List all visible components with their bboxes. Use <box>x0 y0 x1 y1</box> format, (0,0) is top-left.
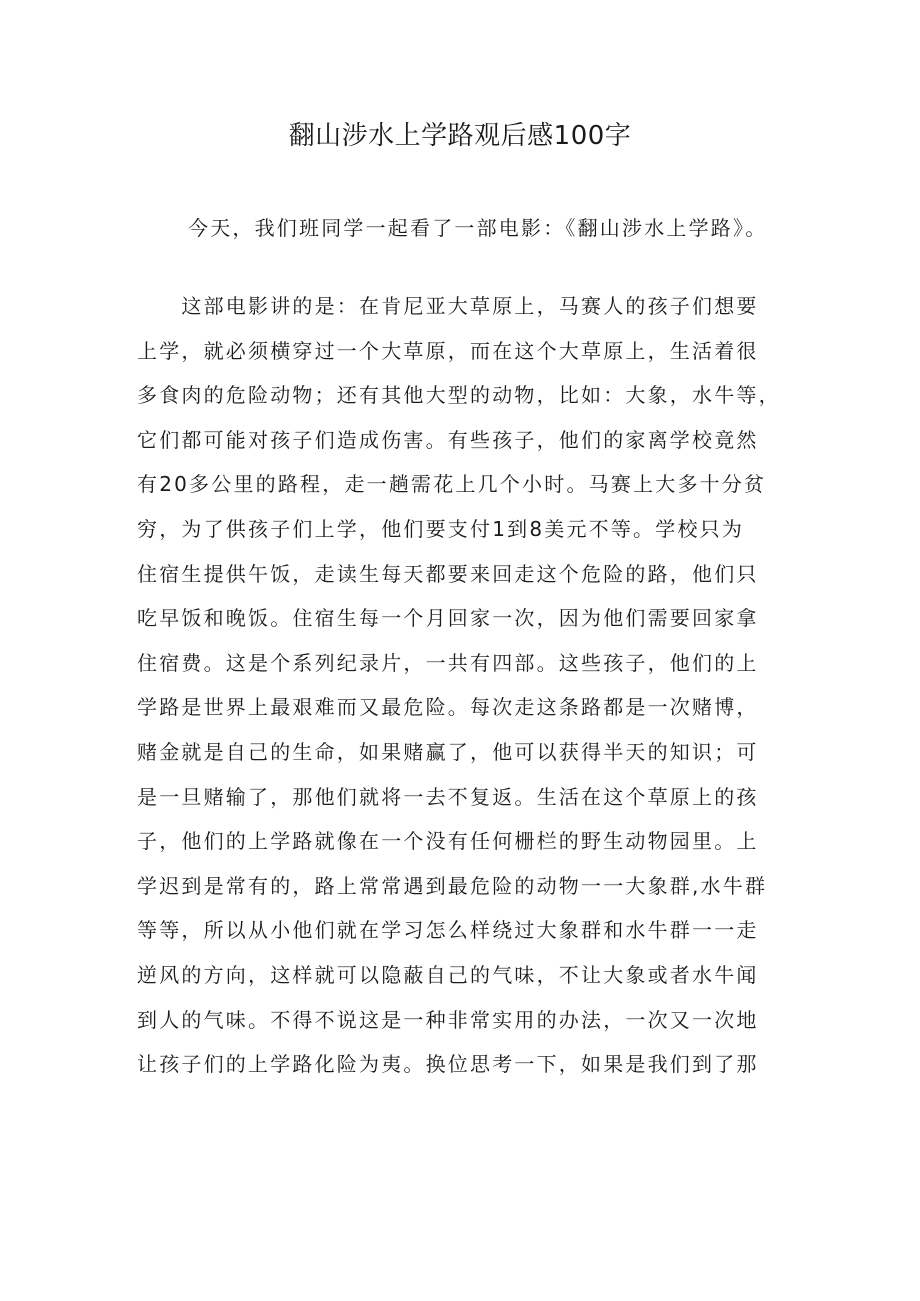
body-line: 多食肉的危险动物；还有其他大型的动物，比如：大象，水牛等， <box>137 383 781 408</box>
body-line: 到人的气味。不得不说这是一种非常实用的办法，一次又一次地 <box>137 1007 759 1032</box>
body-line: 吃早饭和晚饭。住宿生每一个月回家一次，因为他们需要回家拿 <box>137 606 759 631</box>
page-title: 翻山涉水上学路观后感100字 <box>288 121 632 151</box>
body-line: 穷，为了供孩子们上学，他们要支付1到8美元不等。学校只为 <box>137 516 745 541</box>
body-line: 赌金就是自己的生命，如果赌赢了，他可以获得半天的知识；可 <box>137 739 759 764</box>
body-line: 让孩子们的上学路化险为夷。换位思考一下，如果是我们到了那 <box>137 1052 759 1077</box>
body-paragraph <box>137 284 797 1087</box>
body-line: 住宿生提供午饭，走读生每天都要来回走这个危险的路，他们只 <box>137 561 759 586</box>
body-line: 是一旦赌输了，那他们就将一去不复返。生活在这个草原上的孩 <box>137 784 759 809</box>
body-line: 上学，就必须横穿过一个大草原，而在这个大草原上，生活着很 <box>137 338 759 363</box>
body-line: 学路是世界上最艰难而又最危险。每次走这条路都是一次赌博， <box>137 695 759 720</box>
body-line: 子，他们的上学路就像在一个没有任何栅栏的野生动物园里。上 <box>137 829 759 854</box>
body-line: 等等，所以从小他们就在学习怎么样绕过大象群和水牛群一一走 <box>137 918 759 943</box>
body-line: 它们都可能对孩子们造成伤害。有些孩子，他们的家离学校竟然 <box>137 427 759 452</box>
body-line: 住宿费。这是个系列纪录片，一共有四部。这些孩子，他们的上 <box>137 650 759 675</box>
body-line: 学迟到是常有的，路上常常遇到最危险的动物一一大象群,水牛群 <box>137 873 768 898</box>
body-line: 逆风的方向，这样就可以隐蔽自己的气味，不让大象或者水牛闻 <box>137 962 759 987</box>
intro-paragraph: 今天，我们班同学一起看了一部电影：《翻山涉水上学路》。 <box>188 216 768 240</box>
body-line: 有20多公里的路程，走一趟需花上几个小时。马赛上大多十分贫 <box>137 472 767 497</box>
body-line: 这部电影讲的是：在肯尼亚大草原上，马赛人的孩子们想要 <box>137 294 759 318</box>
